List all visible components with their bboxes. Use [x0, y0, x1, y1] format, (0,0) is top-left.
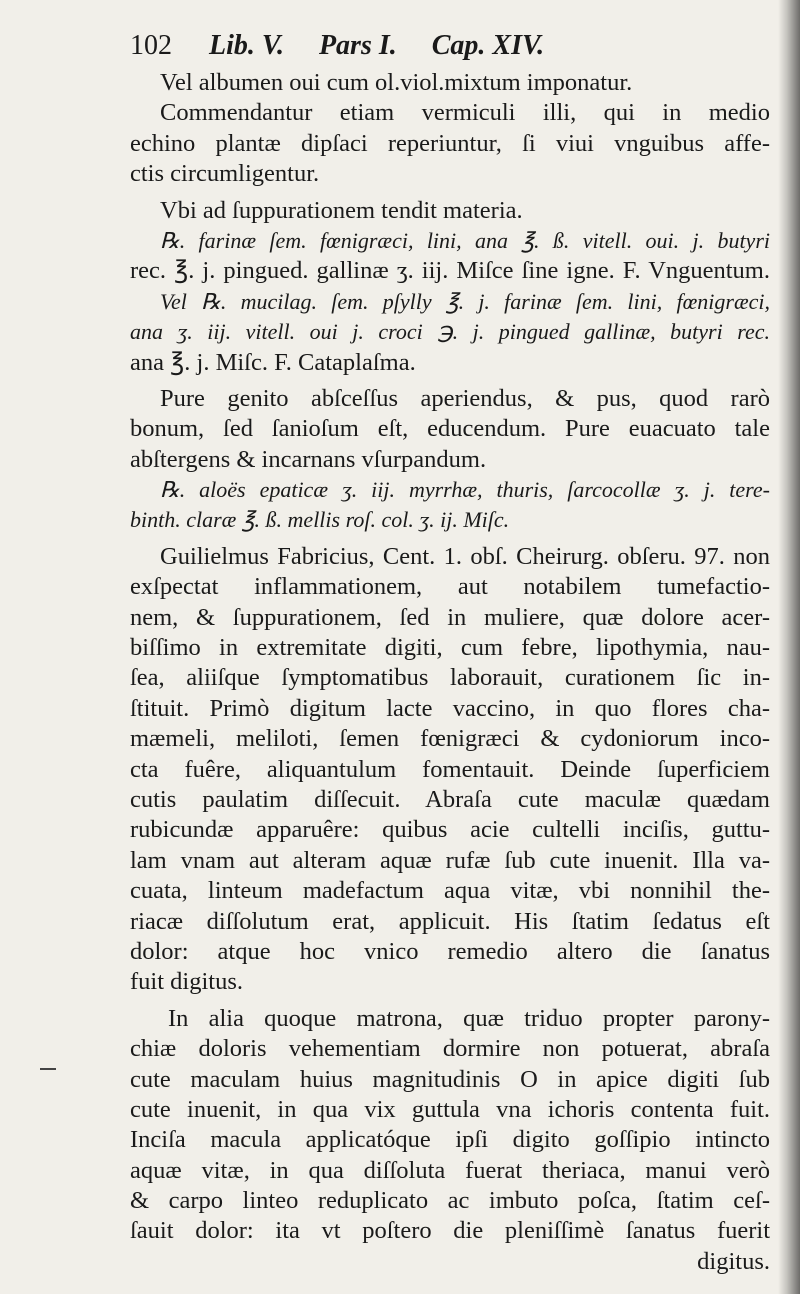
text-line: riacæ diſſolutum erat, applicuit. His ſtatim ſedatus eſt	[130, 907, 770, 935]
text-line: ana ℥. j. Miſc. F. Cataplaſma.	[130, 348, 416, 376]
text-line: rubicundæ apparuêre: quibus acie cultelli inciſis, guttu-	[130, 816, 770, 844]
running-header	[130, 30, 690, 70]
text-line: cta fuêre, aliquantulum fomentauit. Deinde ſuperficiem	[130, 755, 770, 783]
text-line: ℞. farinæ ſem. fœnigræci, lini, ana ℥. ß. vitell. oui. j. butyri	[160, 227, 770, 253]
header-pars: Pars I.	[318, 30, 397, 61]
text-line: Commendantur etiam vermiculi illi, qui in medio	[160, 99, 770, 127]
text-line: digitus.	[697, 1247, 770, 1275]
text-line: fuit digitus.	[130, 968, 243, 996]
text-line: exſpectat inflammationem, aut notabilem tumefactio-	[130, 573, 770, 601]
text-line: & carpo linteo reduplicato ac imbuto poſca, ſtatim ceſ-	[130, 1187, 770, 1215]
text-line: chiæ doloris vehementiam dormire non potuerat, abraſa	[130, 1035, 770, 1063]
header-liber: Lib. V.	[209, 30, 284, 61]
page-number: 102	[130, 30, 172, 61]
text-line: echino plantæ dipſaci reperiuntur, ſi viui vnguibus affe-	[130, 129, 770, 157]
text-line: cute maculam huius magnitudinis O in apice digiti ſub	[130, 1065, 770, 1093]
text-line: mæmeli, meliloti, ſemen fœnigræci & cydoniorum inco-	[130, 725, 770, 753]
text-line: lam vnam aut alteram aquæ rufæ ſub cute inuenit. Illa va-	[130, 846, 770, 874]
margin-dash	[40, 1068, 56, 1070]
text-line: rec. ℥. j. pingued. gallinæ ʒ. iij. Miſce ſine igne. F. Vnguentum.	[130, 257, 770, 285]
text-line: ana ʒ. iij. vitell. oui j. croci ℈. j. pingued gallinæ, butyri rec.	[130, 319, 770, 345]
text-line: Pure genito abſceſſus aperiendus, & pus, quod rarò	[160, 384, 770, 412]
text-line: Vel albumen oui cum ol.viol.mixtum imponatur.	[160, 69, 633, 96]
text-line: In alia quoque matrona, quæ triduo propter parony-	[168, 1004, 770, 1032]
text-line: ctis circumligentur.	[130, 160, 320, 188]
text-line: Guilielmus Fabricius, Cent. 1. obſ. Cheirurg. obſeru. 97. non	[160, 542, 770, 570]
text-line: ℞. aloës epaticæ ʒ. iij. myrrhæ, thuris, ſarcocollæ ʒ. j. tere-	[160, 477, 770, 503]
text-line: biſſimo in extremitate digiti, cum febre, lipothymia, nau-	[130, 634, 770, 662]
text-line: Inciſa macula applicatóque ipſi digito goſſipio intincto	[130, 1126, 770, 1154]
text-line: cuata, linteum madefactum aqua vitæ, vbi nonnihil the-	[130, 877, 770, 905]
text-line: ſauit dolor: ita vt poſtero die pleniſſimè ſanatus fuerit	[130, 1217, 770, 1245]
text-line: cute inuenit, in qua vix guttula vna ichoris contenta fuit.	[130, 1095, 770, 1123]
text-line: abſtergens & incarnans vſurpandum.	[130, 445, 487, 473]
text-line: cutis paulatim diſſecuit. Abraſa cute maculæ quædam	[130, 785, 770, 813]
text-line: nem, & ſuppurationem, ſed in muliere, quæ dolore acer-	[130, 603, 770, 631]
header-caput: Cap. XIV.	[431, 30, 545, 61]
text-line: aquæ vitæ, in qua diſſoluta fuerat theriaca, manui verò	[130, 1156, 770, 1184]
body-text	[130, 68, 770, 1277]
text-line: ſea, aliiſque ſymptomatibus laborauit, curationem ſic in-	[130, 664, 770, 692]
text-line: ſtituit. Primò digitum lacte vaccino, in quo flores cha-	[130, 694, 770, 722]
text-line: bonum, ſed ſanioſum eſt, educendum. Pure euacuato tale	[130, 415, 770, 443]
text-line: Vel ℞. mucilag. ſem. pſylly ℥. j. farinæ ſem. lini, fœnigræci,	[160, 288, 770, 314]
page-gutter-shadow	[778, 0, 800, 1294]
text-line: binth. claræ ℥. ß. mellis roſ. col. ʒ. ij. Miſc.	[130, 507, 510, 533]
text-line: dolor: atque hoc vnico remedio altero die ſanatus	[130, 937, 770, 965]
text-line: Vbi ad ſuppurationem tendit materia.	[160, 196, 523, 224]
